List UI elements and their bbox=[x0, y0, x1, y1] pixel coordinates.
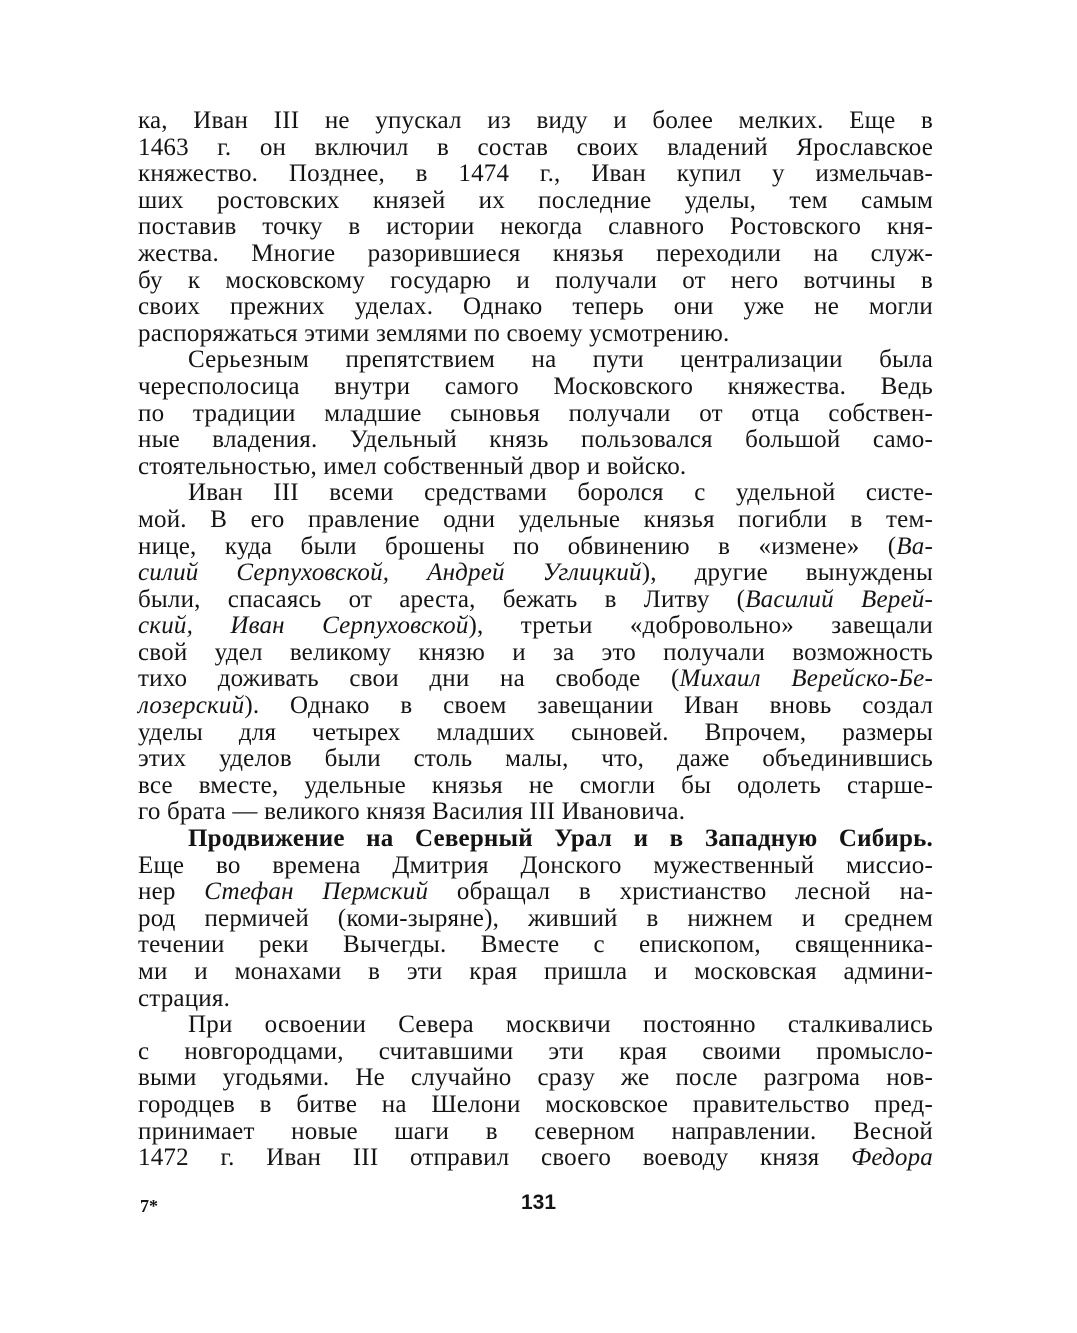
text-line bbox=[138, 799, 933, 826]
text-segment: принимает новые шаги в северном направлении. Весной bbox=[138, 1117, 933, 1145]
text-segment: мой. В его правление одни удельные князья погибли в тем- bbox=[138, 505, 933, 533]
text-segment: поставив точку в истории некогда славного Ростовского кня- bbox=[138, 213, 933, 241]
text-segment: ка, Иван III не упускал из виду и более мелких. Еще в bbox=[138, 107, 933, 134]
text-segment: жества. Многие разорившиеся князья переходили на служ- bbox=[138, 239, 933, 267]
text-line bbox=[138, 1119, 933, 1146]
text-line bbox=[138, 427, 933, 454]
text-line bbox=[138, 268, 933, 295]
text-line bbox=[138, 560, 933, 587]
text-segment: ). Однако в своем завещании Иван вновь создал bbox=[244, 692, 933, 720]
text-segment: 1472 г. Иван III отправил своего воеводу князя bbox=[138, 1144, 852, 1172]
text-line bbox=[138, 879, 933, 906]
text-line bbox=[138, 1065, 933, 1092]
text-segment: течении реки Вычегды. Вместе с епископом, священника- bbox=[138, 931, 933, 959]
text-line bbox=[138, 773, 933, 800]
signature-mark: 7* bbox=[140, 1196, 158, 1216]
text-segment: по традиции младшие сыновья получали от отца собствен- bbox=[138, 399, 933, 427]
text-segment: распоряжаться этими землями по своему усмотрению. bbox=[138, 319, 730, 347]
text-segment: были, спасаясь от ареста, бежать в Литву ( bbox=[138, 585, 746, 613]
text-segment: род пермичей (коми-зыряне), живший в нижнем и среднем bbox=[138, 904, 933, 932]
text-segment: ших ростовских князей их последние уделы, тем самым bbox=[138, 186, 933, 214]
text-segment: ные владения. Удельный князь пользовался большой само- bbox=[138, 426, 933, 454]
text-line bbox=[138, 587, 933, 614]
text-line bbox=[138, 1145, 933, 1172]
section-heading: Продвижение на Северный Урал и в Западную Сибирь. bbox=[188, 825, 933, 853]
text-segment: го брата — великого князя Василия III Ивановича. bbox=[138, 798, 686, 826]
text-segment: лозерский bbox=[138, 692, 245, 720]
text-segment: своих прежних уделах. Однако теперь они уже не могли bbox=[138, 293, 933, 321]
text-segment: уделы для четырех младших сыновей. Впрочем, размеры bbox=[138, 718, 933, 746]
text-segment: Стефан Пермский bbox=[204, 878, 429, 906]
text-line bbox=[138, 1012, 933, 1039]
text-segment: Василий Верей- bbox=[745, 585, 934, 613]
text-segment: княжество. Позднее, в 1474 г., Иван купил у измельчав- bbox=[138, 160, 933, 188]
text-line bbox=[138, 613, 933, 640]
text-segment: с новгородцами, считавшими эти края своими промысло- bbox=[138, 1037, 933, 1065]
text-line bbox=[138, 693, 933, 720]
text-line bbox=[138, 507, 933, 534]
text-segment: бу к московскому государю и получали от него вотчины в bbox=[138, 266, 933, 294]
text-segment: нице, куда были брошены по обвинению в «измене» ( bbox=[138, 532, 897, 560]
text-line bbox=[138, 480, 933, 507]
page-number: 131 bbox=[520, 1191, 557, 1214]
text-segment: Иван III всеми средствами боролся с удельной систе- bbox=[188, 479, 933, 507]
text-segment: обращал в христианство лесной на- bbox=[428, 878, 933, 906]
text-segment: ), другие вынуждены bbox=[641, 559, 933, 587]
text-segment: нер bbox=[138, 878, 205, 906]
page-body-text bbox=[138, 108, 933, 1172]
text-line bbox=[138, 986, 933, 1013]
text-segment: Серьезным препятствием на пути централизации была bbox=[188, 346, 933, 374]
text-line bbox=[138, 932, 933, 959]
text-line bbox=[138, 161, 933, 188]
text-line bbox=[138, 108, 933, 135]
text-segment: Еще во времена Дмитрия Донского мужественный миссио- bbox=[138, 851, 933, 879]
text-segment: Михаил Верейско-Бе- bbox=[679, 665, 933, 693]
text-line bbox=[138, 214, 933, 241]
text-line bbox=[138, 853, 933, 880]
text-segment: тихо доживать свои дни на свободе ( bbox=[138, 665, 680, 693]
text-segment: При освоении Севера москвичи постоянно сталкивались bbox=[188, 1011, 933, 1039]
text-line bbox=[138, 374, 933, 401]
text-line bbox=[138, 1092, 933, 1119]
text-segment: ), третьи «добровольно» завещали bbox=[468, 612, 933, 640]
text-segment: этих уделов были столь малы, что, даже объединившись bbox=[138, 745, 933, 773]
text-line bbox=[138, 294, 933, 321]
text-line bbox=[138, 720, 933, 747]
text-line bbox=[138, 640, 933, 667]
text-segment: ский, Иван Серпуховской bbox=[138, 612, 469, 640]
text-segment: городцев в битве на Шелони московское правительство пред- bbox=[138, 1090, 933, 1118]
text-segment: чересполосица внутри самого Московского княжества. Ведь bbox=[138, 372, 933, 400]
text-line bbox=[138, 188, 933, 215]
text-segment: 1463 г. он включил в состав своих владений Ярославское bbox=[138, 133, 933, 161]
text-segment: свой удел великому князю и за это получали возможность bbox=[138, 638, 933, 666]
text-line bbox=[138, 347, 933, 374]
text-segment: ми и монахами в эти края пришла и московская админи- bbox=[138, 958, 933, 985]
text-line bbox=[138, 826, 933, 853]
text-line bbox=[138, 906, 933, 933]
text-line bbox=[138, 454, 933, 481]
text-line bbox=[138, 241, 933, 268]
text-segment: Федора bbox=[851, 1144, 933, 1172]
text-segment: стоятельностью, имел собственный двор и войско. bbox=[138, 452, 687, 480]
text-line bbox=[138, 534, 933, 561]
text-line bbox=[138, 666, 933, 693]
text-segment: выми угодьями. Не случайно сразу же после разгрома нов- bbox=[138, 1064, 933, 1092]
text-line bbox=[138, 959, 933, 986]
text-line bbox=[138, 746, 933, 773]
text-segment: силий Серпуховской, Андрей Углицкий bbox=[138, 559, 642, 587]
text-segment: все вместе, удельные князья не смогли бы одолеть старше- bbox=[138, 771, 933, 799]
text-segment: Ва- bbox=[896, 532, 933, 560]
text-segment: страция. bbox=[138, 984, 231, 1012]
text-line bbox=[138, 321, 933, 348]
text-line bbox=[138, 135, 933, 162]
text-line bbox=[138, 401, 933, 428]
text-line bbox=[138, 1039, 933, 1066]
